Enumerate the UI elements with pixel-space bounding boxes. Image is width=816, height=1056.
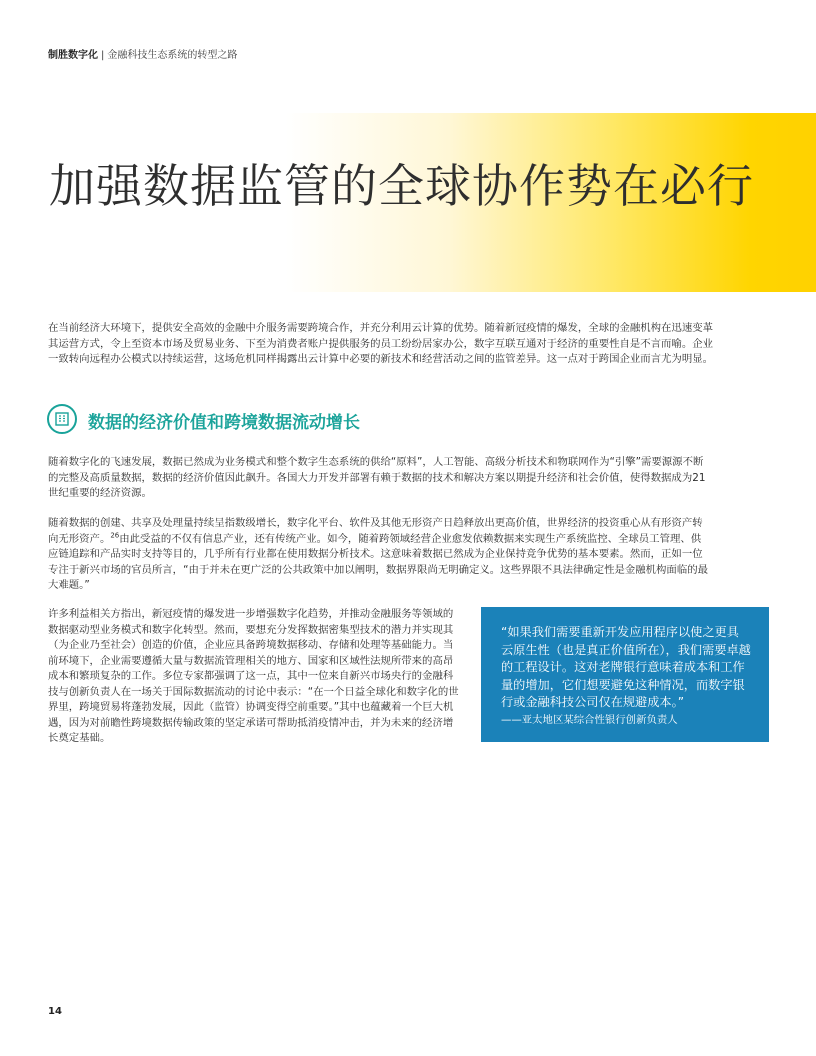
footnote-reference[interactable]: 26 — [110, 531, 120, 540]
intro-paragraph: 在当前经济大环境下，提供安全高效的金融中介服务需要跨境合作，并充分利用云计算的优势。随着新冠疫情的爆发，全球的金融机构在迅速变革其运营方式，令上至资本市场及贸易业务、下至为消费者账户提供服务的员工纷纷居家办公，数字互联互通对于经济的重要性自是不言而喻。企业一致转向远程办公模式以持续运营，这场危机同样揭露出云计算中必要的新技术和经营活动之间的监管差异。这一点对于跨国企业而言尤为明显。 — [48, 322, 713, 365]
page-title: 加强数据监管的全球协作势在必行 — [49, 159, 754, 213]
section-heading: 数据的经济价值和跨境数据流动增长 — [88, 413, 360, 433]
body-paragraph-3: 许多利益相关方指出，新冠疫情的爆发进一步增强数字化趋势，并推动金融服务等领域的数据驱动型业务模式和数字化转型。然而，要想充分发挥数据密集型技术的潜力并实现其（为企业乃至社会）创造的价值，企业应具备跨境数据移动、存储和处理等基础能力。当前环境下，企业需要遵循大量与数据流管理相关的地方、国家和区域性法规所带来的高昂成本和繁琐复杂的工作。多位专家都强调了这一点，其中一位来自新兴市场央行的金融科技与创新负责人在一场关于国际数据流动的讨论中表示：“在一个日益全球化和数字化的世界里，跨境贸易将蓬勃发展，因此（监管）协调变得空前重要。”其中也蕴藏着一个巨大机遇，因为对前瞻性跨境数据传输政策的坚定承诺可帮助抵消疫情冲击，并为未来的经济增长奠定基础。 — [48, 608, 459, 744]
header-subtitle: 金融科技生态系统的转型之路 — [107, 50, 238, 61]
running-header — [48, 46, 237, 61]
header-separator: | — [101, 50, 105, 61]
page-number: 14 — [48, 1006, 62, 1017]
pull-quote — [481, 607, 769, 742]
document-icon-glyph — [54, 411, 70, 427]
header-section: 制胜数字化 — [48, 50, 98, 61]
document-icon — [47, 404, 77, 434]
body-paragraph-2-part-2: 由此受益的不仅有信息产业，还有传统产业。如今，随着跨领域经营企业愈发依赖数据来实现生产系统监控、全球员工管理、供应链追踪和产品实时支持等目的，几乎所有行业都在使用数据分析技术。这意味着数据已然成为企业保持竞争优势的基本要素。然而，正如一位专注于新兴市场的官员所言，“由于并未在更广泛的公共政策中加以阐明，数据界限尚无明确定义。这些界限不具法律确定性是金融机构面临的最大难题。” — [48, 532, 708, 591]
pull-quote-text: “如果我们需要重新开发应用程序以使之更具云原生性（也是真正价值所在），我们需要卓越的工程设计。这对老牌银行意味着成本和工作量的增加，它们想要避免这种情况，而数字银行或金融科技公司仅在规避成本。” — [501, 625, 751, 709]
pull-quote-source: ——亚太地区某综合性银行创新负责人 — [501, 713, 678, 726]
body-paragraph-1: 随着数字化的飞速发展，数据已然成为业务模式和整个数字生态系统的供给“原料”，人工智能、高级分析技术和物联网作为“引擎”需要源源不断的完整及高质量数据，数据的经济价值因此飙升。各国大力开发并部署有赖于数据的技术和解决方案以期提升经济和社会价值，使得数据成为21世纪重要的经济资源。 — [48, 456, 706, 499]
body-paragraph-2 — [48, 516, 708, 594]
body-paragraph-2-part-1: 随着数据的创建、共享及处理量持续呈指数级增长，数字化平台、软件及其他无形资产日趋释放出更高价值，世界经济的投资重心从有形资产转向无形资产。 — [48, 517, 703, 545]
